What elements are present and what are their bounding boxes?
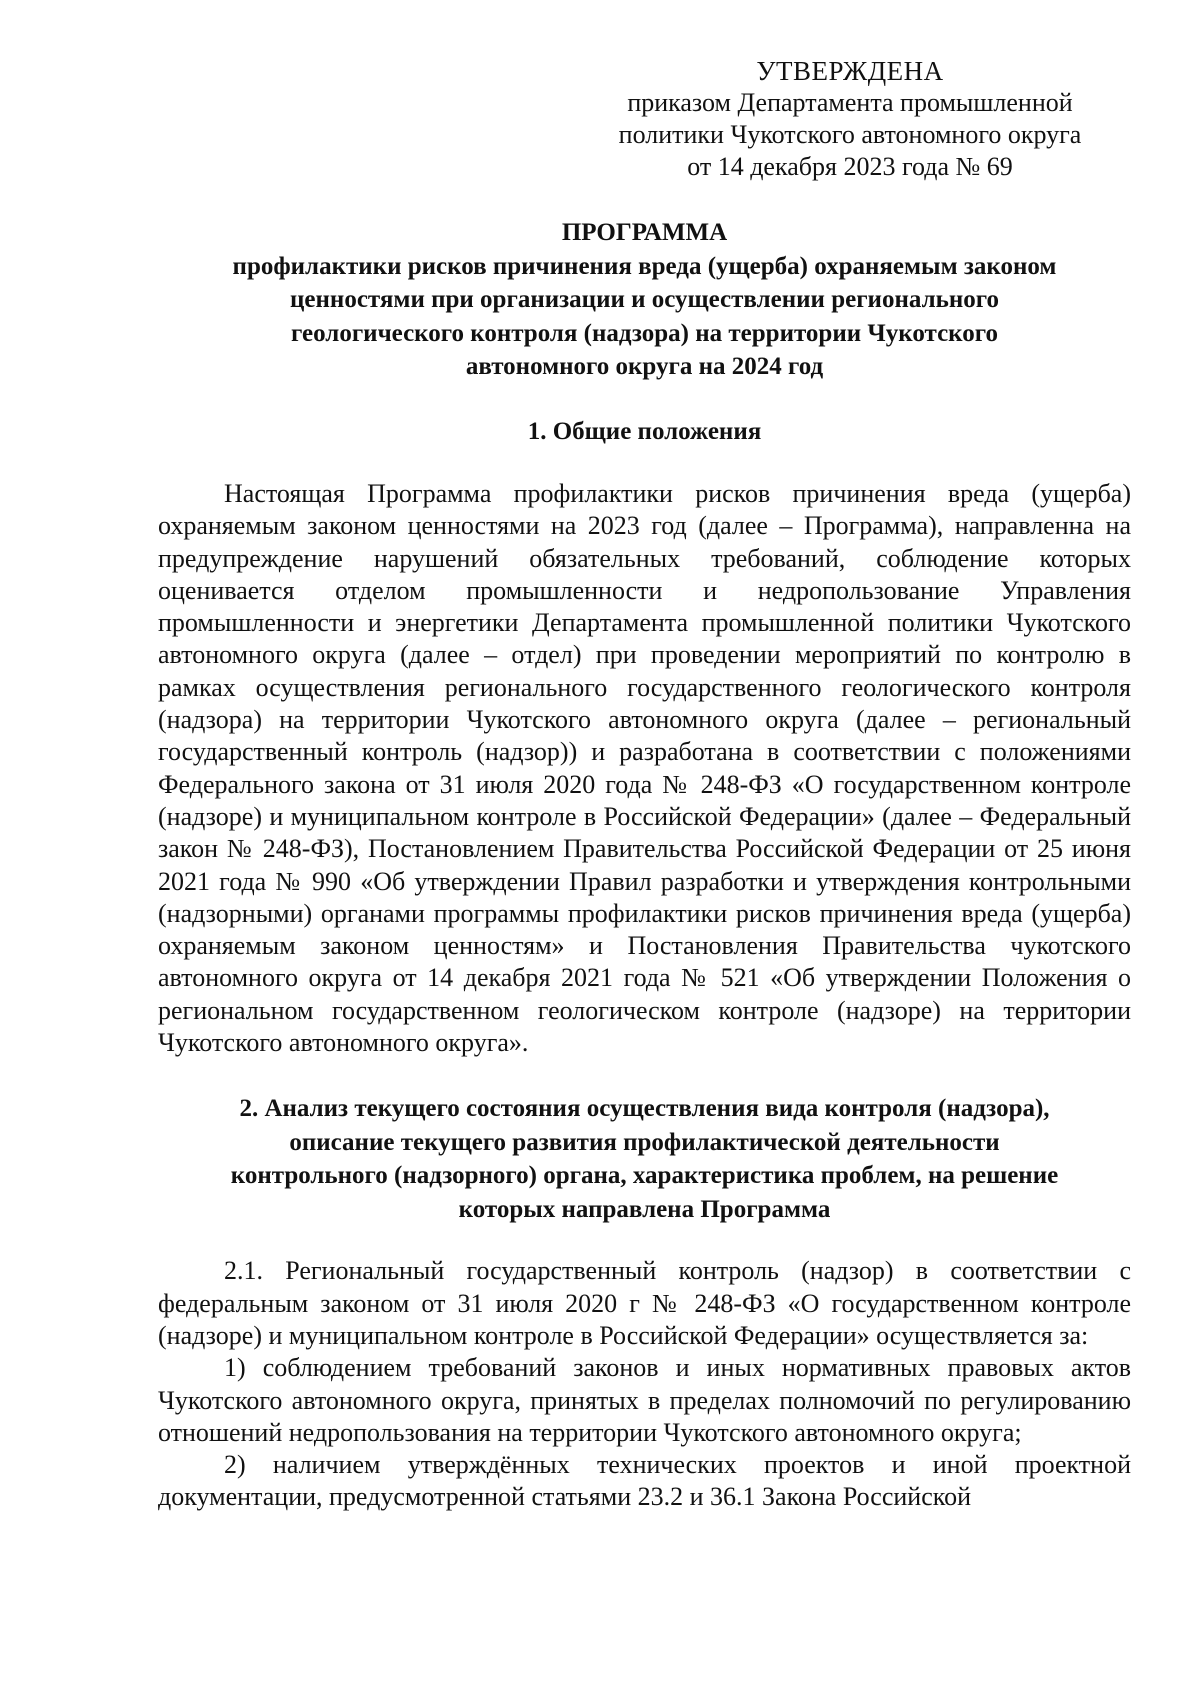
section-1-paragraph: Настоящая Программа профилактики рисков причинения вреда (ущерба) охраняемым законом ценностями на 2023 год (далее – Программа), направленна на предупреждение нарушений обязательных требований, соблюдение которых оценивается отделом промышленности и недропользование Управления промышленности и энергетики Департамента промышленной политики Чукотского автономного округа (далее – отдел) при проведении мероприятий по контролю в рамках осуществления регионального государственного геологического контроля (надзора) на территории Чукотского автономного округа (далее – региональный государственный контроль (надзор)) и разработана в соответствии с положениями Федерального закона от 31 июля 2020 года № 248-ФЗ «О государственном контроле (надзоре) и муниципальном контроле в Российской Федерации» (далее – Федеральный закон № 248-ФЗ), Постановлением Правительства Российской Федерации от 25 июня 2021 года № 990 «Об утверждении Правил разработки и утверждения контрольными (надзорными) органами программы профилактики рисков причинения вреда (ущерба) охраняемым законом ценностям» и Постановления Правительства чукотского автономного округа от 14 декабря 2021 года № 521 «Об утверждении Положения о региональном государственном геологическом контроле (надзоре) на территории Чукотского автономного округа». — [158, 479, 1131, 1058]
program-title: ПРОГРАММА — [561, 219, 728, 246]
section-1-title: 1. Общие положения — [527, 417, 762, 445]
program-heading — [158, 216, 1131, 384]
list-item: 2) наличием утверждённых технических проектов и иной проектной документации, предусмотренной статьями 23.2 и 36.1 Закона Российской — [158, 1450, 1131, 1512]
program-subtitle-line: автономного округа на 2024 год — [465, 353, 824, 380]
section-2-title-line: 2. Анализ текущего состояния осуществления вида контроля (надзора), — [239, 1095, 1050, 1123]
section-2-title-line: которых направлена Программа — [458, 1195, 831, 1223]
document-body — [158, 216, 1131, 1514]
program-subtitle-line: профилактики рисков причинения вреда (ущерба) охраняемым законом — [232, 252, 1057, 280]
approval-stamp — [600, 55, 1100, 183]
section-2-title — [158, 1092, 1131, 1226]
list-item: 1) соблюдением требований законов и иных нормативных правовых актов Чукотского автономного округа, принятых в пределах полномочий по регулированию отношений недропользования на территории Чукотского автономного округа; — [158, 1353, 1131, 1447]
approval-order-date: от 14 декабря 2023 года № 69 — [687, 152, 1013, 181]
section-2-title-line: описание текущего развития профилактической деятельности — [289, 1128, 1000, 1156]
program-subtitle-line: геологического контроля (надзора) на территории Чукотского — [291, 319, 998, 347]
section-2-title-line: контрольного (надзорного) органа, характеристика проблем, на решение — [230, 1162, 1059, 1190]
approval-status: УТВЕРЖДЕНА — [756, 56, 944, 86]
section-2-paragraph: 2.1. Региональный государственный контроль (надзор) в соответствии с федеральным законом от 31 июля 2020 г № 248-ФЗ «О государственном контроле (надзоре) и муниципальном контроле в Российской Федерации» осуществляется за: — [158, 1256, 1131, 1350]
approval-order-line-1: приказом Департамента промышленной — [627, 88, 1073, 117]
program-subtitle-line: ценностями при организации и осуществлении регионального — [290, 286, 999, 313]
approval-order-line-2: политики Чукотского автономного округа — [618, 120, 1082, 149]
